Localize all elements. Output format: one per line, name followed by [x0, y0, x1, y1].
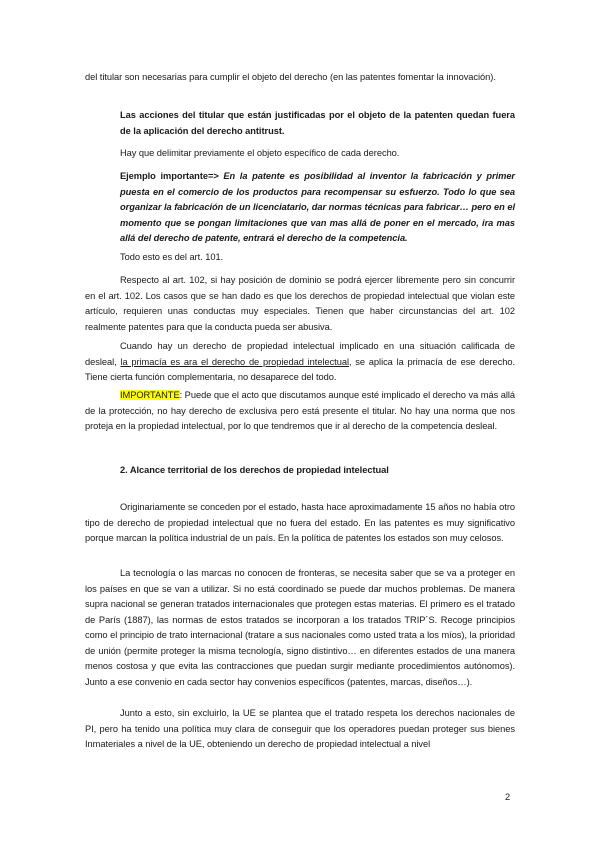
paragraph: Junto a esto, sin excluirlo, la UE se plantea que el tratado respeta los derechos nacionales de PI, pero ha tenido una política muy clara de conseguir que los operadores puedan proteger sus bienes Inmateriales a nivel de la UE, obteniendo un derecho de propiedad intelectual a nivel — [85, 708, 515, 749]
highlighted-text: IMPORTANTE — [120, 390, 180, 400]
bold-statement: Las acciones del titular que están justificadas por el objeto de la patenten quedan fuera de la aplicación del derecho antitrust. — [120, 110, 515, 136]
text-span: Cuando hay un derecho de propiedad intelectual implicado en una situación calificada de desleal, — [85, 341, 515, 367]
text-span: : Puede que el acto que discutamos aunque esté implicado el derecho va más allá de la protección, no hay derecho de exclusiva pero está presente el titular. No hay una norma que nos proteja en la propiedad intelectual, por lo que tendremos que ir al derecho de la competencia desleal. — [85, 390, 515, 431]
paragraph: del titular son necesarias para cumplir el objeto del derecho (en las patentes fomentar la innovación). — [85, 72, 496, 82]
paragraph: La tecnología o las marcas no conocen de fronteras, se necesita saber que se va a proteger en los países en que se van a utilizar. Si no está coordinado se puede dar muchos problemas. De manera supra nacional se generan tratados internacionales que protegen estas materias. El primero es el tratado de París (1887), las normas de estos tratados se incorporan a los tratados TRIP´S. Recoge principios como el principio de trato internacional (tratare a sus nacionales como usted trata a los míos), la prioridad de unión (permite proteger la misma tecnología, signo distintivo… en diferentes estados de una manera menos costosa y que evita las contracciones que puedan surgir mediante procedimientos autónomos). Junto a ese convenio en cada sector hay convenios específicos (patentes, marcas, diseños…). — [85, 568, 515, 687]
underlined-text: la primacía es ara el derecho de propiedad intelectual — [120, 356, 349, 367]
paragraph — [85, 339, 515, 386]
paragraph — [85, 388, 515, 435]
paragraph: Respecto al art. 102, si hay posición de dominio se podrá ejercer libremente pero sin concurrir en el art. 102. Los casos que se han dado es que los derechos de propiedad intelectual que violan este artículo, requieren unas conductas muy especiales. Tienen que haber circunstancias del art. 102 realmente patentes para que la conducta pueda ser abusiva. — [85, 275, 515, 332]
example-paragraph — [120, 169, 515, 247]
text-span: , se aplica la primacía de ese derecho. Tiene cierta función complementaria, no desaparece del todo. — [85, 356, 515, 382]
example-text: En la patente es posibilidad al inventor la fabricación y primer puesta en el comercio de los productos para recompensar su esfuerzo. Todo lo que sea organizar la fabricación de un licenciatario, dar normas técnicas para fabricar… pero en el momento que se pongan limitaciones que van mas allá de poner en el mercado, ira mas allá del derecho de patente, entrará el derecho de la competencia. — [120, 171, 516, 243]
paragraph: Originariamente se conceden por el estado, hasta hace aproximadamente 15 años no había otro tipo de derecho de propiedad intelectual que no fuera del estado. En las patentes es muy significativo porque marcan la política industrial de un país. En la política de patentes los estados son muy celosos. — [85, 502, 515, 543]
paragraph: Hay que delimitar previamente el objeto específico de cada derecho. — [120, 148, 400, 158]
page-number: 2 — [505, 792, 511, 802]
paragraph: Todo esto es del art. 101. — [120, 252, 224, 262]
section-heading: 2. Alcance territorial de los derechos de propiedad intelectual — [120, 465, 389, 475]
example-lead: Ejemplo importante=> — [120, 171, 219, 181]
